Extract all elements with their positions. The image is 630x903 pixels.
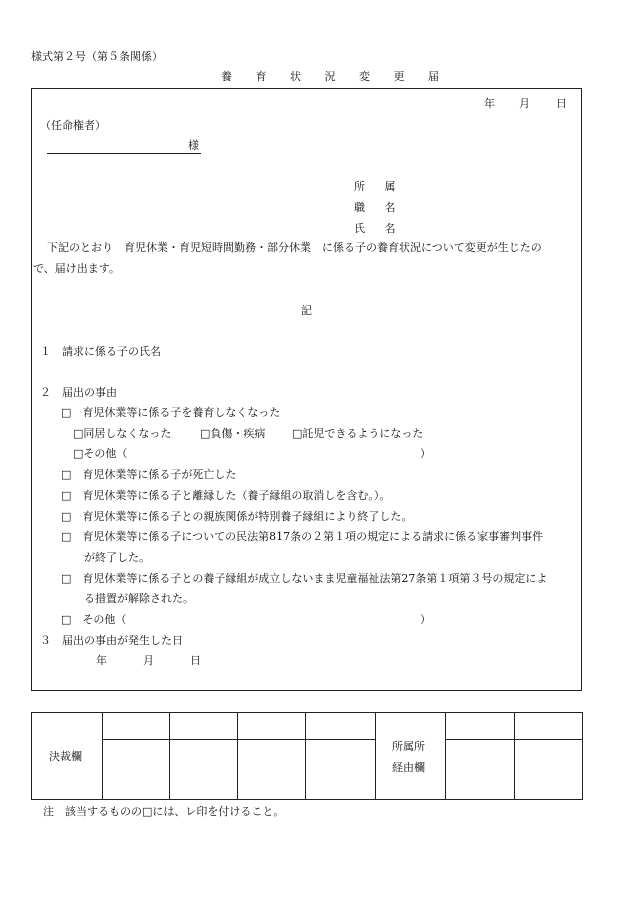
intro-line-1: 下記のとおり 育児休業・育児短時間勤務・部分休業 に係る子の養育状況について変更が生じたの	[47, 241, 542, 254]
reason-special-adoption: □ 育児休業等に係る子との親族関係が特別養子縁組により終了した。	[61, 510, 413, 523]
sub-reason-childcare-available: □託児できるようになった	[292, 427, 424, 440]
table-divider	[514, 712, 515, 800]
reason-family-court-line-2: が終了した。	[84, 551, 150, 564]
occurrence-year: 年	[96, 654, 107, 667]
date-day: 日	[556, 97, 567, 110]
date-year: 年	[484, 97, 495, 110]
sub-reason-injury-illness: □負傷・疾病	[200, 427, 266, 440]
sub-reason-other-close: ）	[420, 447, 431, 460]
intro-line-2: で、届け出ます。	[33, 262, 120, 275]
addressee-underline	[47, 153, 201, 154]
reason-dissolved-adoption: □ 育児休業等に係る子と離縁した（養子縁組の取消しを含む。）。	[61, 489, 391, 502]
ki-heading: 記	[301, 304, 312, 317]
footnote: 注 該当するものの□には、レ印を付けること。	[43, 805, 285, 818]
table-row-divider	[445, 739, 583, 740]
applicant-name-label: 氏 名	[354, 222, 404, 235]
applicant-affiliation-label: 所 属	[354, 180, 404, 193]
page-title: 養 育 状 況 変 更 届	[221, 70, 449, 83]
routing-label-line-2: 経由欄	[392, 761, 425, 774]
section-2-heading: ２ 届出の事由	[40, 386, 117, 399]
addressee-suffix: 様	[188, 139, 199, 152]
sub-reason-other: □その他（	[73, 447, 128, 460]
approval-table	[31, 712, 583, 800]
form-number: 様式第２号（第５条関係）	[31, 50, 163, 63]
table-divider	[102, 712, 103, 800]
table-divider	[169, 712, 170, 800]
addressee-label: （任命権者）	[40, 119, 106, 132]
table-row-divider	[102, 739, 375, 740]
table-divider	[375, 712, 376, 800]
reason-welfare-measure-line-2: る措置が解除された。	[84, 592, 194, 605]
reason-other-close: ）	[420, 613, 431, 626]
reason-no-longer-raising: □ 育児休業等に係る子を養育しなくなった	[61, 406, 281, 419]
reason-child-died: □ 育児休業等に係る子が死亡した	[61, 468, 237, 481]
occurrence-month: 月	[143, 654, 154, 667]
date-month: 月	[519, 97, 530, 110]
reason-welfare-measure-line-1: □ 育児休業等に係る子との養子縁組が成立しないまま児童福祉法第27条第１項第３号の規定によ	[61, 572, 548, 585]
routing-label-line-1: 所属所	[392, 740, 425, 753]
sub-reason-not-cohabiting: □同居しなくなった	[73, 427, 172, 440]
section-3-heading: ３ 届出の事由が発生した日	[40, 634, 183, 647]
table-divider	[445, 712, 446, 800]
reason-family-court-line-1: □ 育児休業等に係る子についての民法第817条の２第１項の規定による請求に係る家事審判事件	[61, 530, 544, 543]
section-1-heading: １ 請求に係る子の氏名	[40, 345, 161, 358]
approval-label: 決裁欄	[49, 750, 82, 763]
table-divider	[237, 712, 238, 800]
applicant-position-label: 職 名	[354, 201, 404, 214]
occurrence-day: 日	[190, 654, 201, 667]
reason-other: □ その他（	[61, 613, 127, 626]
table-divider	[305, 712, 306, 800]
